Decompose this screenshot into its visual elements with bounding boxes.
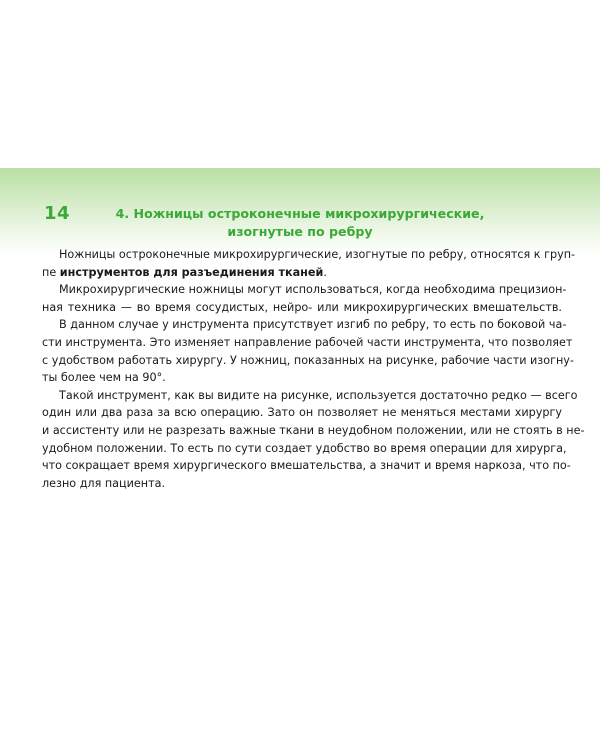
- paragraph-4-line-1: Такой инструмент, как вы видите на рисунке, используется достаточно редко — всего: [59, 388, 578, 402]
- paragraph-4-line-4: удобном положении. То есть по сути создает удобство во время операции для хирурга,: [42, 441, 567, 455]
- paragraph-4-line-5: что сокращает время хирургического вмешательства, а значит и время наркоза, что по-: [42, 459, 571, 473]
- page-number: 14: [44, 203, 71, 224]
- paragraph-1-line-2: [42, 264, 562, 282]
- section-title-line-1: 4. Ножницы остроконечные микрохирургические,: [115, 206, 485, 221]
- bold-term: инструментов для разъединения тканей: [59, 265, 324, 279]
- paragraph-3-line-1: В данном случае у инструмента присутствует изгиб по ребру, то есть по боковой ча-: [59, 318, 567, 332]
- paragraph-1-line-2-start: пе: [42, 265, 60, 279]
- paragraph-1-line-2-end: .: [323, 265, 327, 279]
- paragraph-2-line-1: Микрохирургические ножницы могут использоваться, когда необходима прецизион-: [59, 283, 567, 297]
- paragraph-3-line-3: с удобством работать хирургу. У ножниц, показанных на рисунке, рабочие части изогну-: [42, 353, 574, 367]
- paragraph-3-line-2: сти инструмента. Это изменяет направление рабочей части инструмента, что позволяет: [42, 335, 573, 349]
- section-title-line-2: изогнутые по ребру: [227, 224, 373, 239]
- section-title: [110, 205, 490, 241]
- paragraph-3-line-4: ты более чем на 90°.: [42, 371, 166, 385]
- paragraph-4-line-2: один или два раза за всю операцию. Зато он позволяет не меняться местами хирургу: [42, 406, 562, 420]
- body-text: [42, 246, 585, 492]
- paragraph-4-line-3: и ассистенту или не разрезать важные ткани в неудобном положении, или не стоять в не-: [42, 423, 585, 437]
- paragraph-1-line-1: Ножницы остроконечные микрохирургические, изогнутые по ребру, относятся к груп-: [59, 248, 576, 261]
- paragraph-2-line-2: ная техника — во время сосудистых, нейро- или микрохирургических вмешательств.: [42, 300, 562, 314]
- paragraph-4-line-6: лезно для пациента.: [42, 476, 166, 490]
